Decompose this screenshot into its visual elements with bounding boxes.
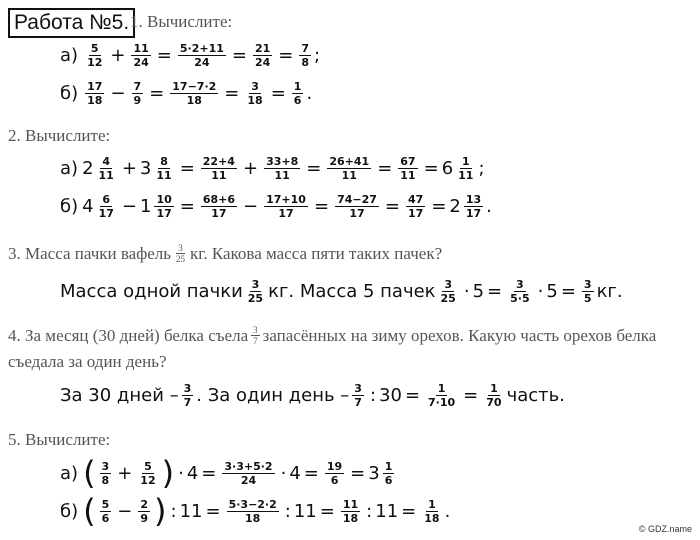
task4-sol-text2: . За один день – — [196, 385, 350, 406]
task2a-label: а) — [60, 158, 79, 179]
task3-text-after: кг. Какова масса пяти таких пачек? — [190, 243, 443, 263]
task4-sol-text1: За 30 дней – — [60, 385, 179, 406]
task1a-solution: а) 5 12 + $\frac{11}{24}$ = $\frac{5\cdot 2+11}{24}$ = $\frac{21}{24}$ = $\frac{7}{8}$ ; — [60, 42, 321, 69]
task5b-label: б) — [60, 500, 79, 522]
task1b-solution: б) 17 18 − $\frac{7}{9}$ = $\frac{17-7\cdot 2}{18}$ = $\frac{3}{18}$ = $\frac{1}{6}$ . — [60, 80, 313, 107]
task2-prompt: 2. Вычислите: — [8, 126, 111, 145]
task3-sol-text2: кг. Масса 5 пачек — [268, 281, 436, 302]
task2b-solution: б) 4 6 17 − 1 $\frac{10}{17}$ = $\frac{68+6}{17}$ − $\frac{17+10}{17}$ = $\frac{74-27}{17}$ = $\frac{47}{17}$ = 2 13 17 . — [60, 193, 492, 220]
task4-prompt-line2: съедала за один день? — [8, 352, 167, 371]
task4-prompt-line1: 4. За месяц (30 дней) белка съела 3 7 запасённых на зиму орехов. Какую часть орехов белка — [8, 325, 657, 346]
watermark: © GDZ.name — [638, 524, 692, 534]
task3-sol-text1: Масса одной пачки — [60, 281, 243, 302]
task2a-solution: а) 2 4 11 + 3 $\frac{8}{11}$ = $\frac{22+4}{11}$ + $\frac{33+8}{11}$ = $\frac{26+41}{11}$ = $\frac{67}{11}$ = 6 1 11 ; — [60, 155, 485, 182]
task3-prompt: 3. Масса пачки вафель 3 25 кг. Какова масса пяти таких пачек? — [8, 243, 443, 264]
task2b-label: б) — [60, 196, 79, 217]
task1b-label: б) — [60, 83, 79, 104]
task5-prompt: 5. Вычислите: — [8, 430, 111, 449]
task4-sol-text3: часть. — [506, 385, 565, 406]
task5a-label: а) — [60, 462, 79, 484]
task4-text-before: 4. За месяц (30 дней) белка съела — [8, 325, 249, 345]
task3-text-before: 3. Масса пачки вафель — [8, 243, 172, 263]
task3-sol-text3: кг. — [596, 281, 623, 302]
task1a-label: а) — [60, 45, 79, 66]
task3-solution: Масса одной пачки 3 25 кг. Масса 5 пачек 3 25 · 5 = $\frac{3}{5\cdot 5}$ · 5 = $\frac{3}{5}$ кг. — [60, 278, 623, 305]
work-title: Работа №5. — [8, 8, 135, 38]
task5b-solution: б) ( 5 6 − $\frac{2}{9}$ ) : 11 = $\frac{5\cdot 3-2\cdot 2}{18}$ : 11 = $\frac{11}{18}$ : 11 = $\frac{1}{18}$ . — [60, 492, 451, 530]
task4-solution: За 30 дней – 3 7 . За один день – 3 7 : 30 = $\frac{1}{7\cdot 10}$ = $\frac{1}{70}$ часть. — [60, 382, 565, 409]
task1-prompt: 1. Вычислите: — [130, 12, 233, 31]
task5a-solution: а) ( 3 8 + $\frac{5}{12}$ ) · 4 = $\frac{3\cdot 3+5\cdot 2}{24}$ · 4 = $\frac{19}{6}$ = 3 1 6 — [60, 454, 393, 492]
task4-text-after: запасённых на зиму орехов. Какую часть орехов белка — [262, 325, 657, 345]
